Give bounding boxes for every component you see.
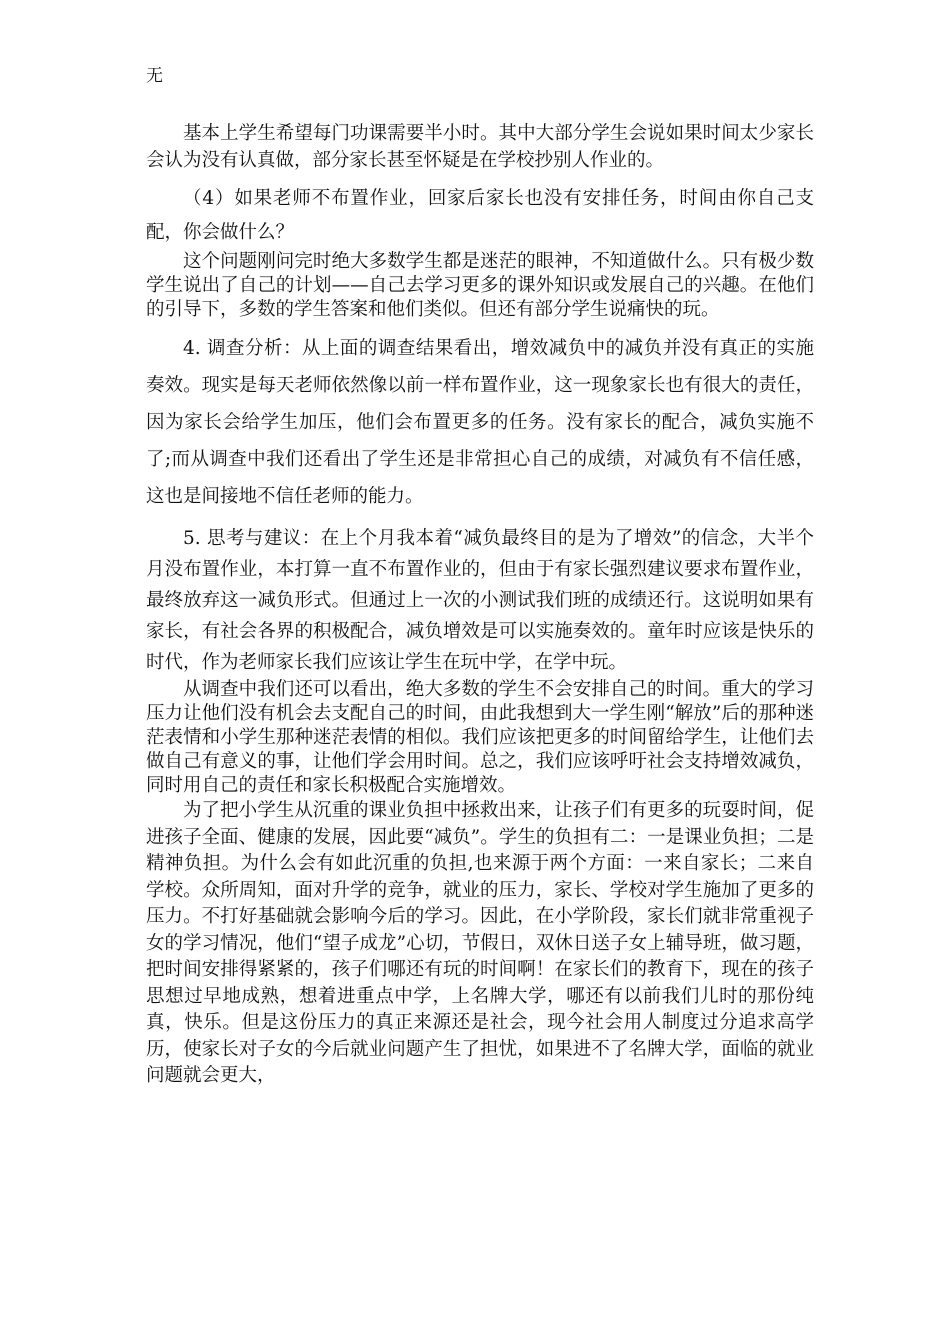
paragraph-reflection-suggestion: 5. 思考与建议：在上个月我本着“减负最终目的是为了增效”的信念，大半个月没布置作业，本打算一直不布置作业的，但由于有家长强烈建议要求布置作业，最终放弃这一减负形式。但通过上一次的小测试我们班的成绩还行。这说明如果有家长，有社会各界的积极配合，减负增效是可以实施奏效的。童年时应该是快乐的时代，作为老师家长我们应该让学生在玩中学，在学中玩。 [146,528,814,673]
paragraph-free-time-answer: 这个问题刚问完时绝大多数学生都是迷茫的眼神，不知道做什么。只有极少数学生说出了自己的计划——自己去学习更多的课外知识或发展自己的兴趣。在他们的引导下，多数的学生答案和他们类似。但还有部分学生说痛快的玩。 [146,251,814,320]
paragraph-homework-time: 基本上学生希望每门功课需要半小时。其中大部分学生会说如果时间太少家长会认为没有认真做，部分家长甚至怀疑是在学校抄别人作业的。 [146,123,814,171]
paragraph-burden-reduction: 为了把小学生从沉重的课业负担中拯救出来，让孩子们有更多的玩耍时间，促进孩子全面、健康的发展，因此要“减负”。学生的负担有二：一是课业负担；二是精神负担。为什么会有如此沉重的负担,也来源于两个方面：一来自家长；二来自学校。众所周知，面对升学的竞争，就业的压力，家长、学校对学生施加了更多的压力。不打好基础就会影响今后的学习。因此，在小学阶段，家长们就非常重视子女的学习情况，他们“望子成龙”心切，节假日，双休日送子女上辅导班，做习题，把时间安排得紧紧的，孩子们哪还有玩的时间啊！在家长们的教育下，现在的孩子思想过早地成熟，想着进重点中学，上名牌大学，哪还有以前我们儿时的那份纯真，快乐。但是这份压力的真正来源还是社会，现今社会用人制度过分追求高学历，使家长对子女的今后就业问题产生了担忧，如果进不了名牌大学，面临的就业问题就会更大， [146,800,814,1086]
paragraph-question-4: （4）如果老师不布置作业，回家后家长也没有安排任务，时间由你自己支配，你会做什么？ [146,188,814,243]
document-body [146,120,814,1090]
paragraph-survey-analysis: 4. 调查分析：从上面的调查结果看出，增效减负中的减负并没有真正的实施奏效。现实是每天老师依然像以前一样布置作业，这一现象家长也有很大的责任，因为家长会给学生加压，他们会布置更多的任务。没有家长的配合，减负实施不了;而从调查中我们还看出了学生还是非常担心自己的成绩，对减负有不信任感，这也是间接地不信任老师的能力。 [146,338,814,507]
page-header: 无 [146,66,163,86]
paragraph-time-arrangement: 从调查中我们还可以看出，绝大多数的学生不会安排自己的时间。重大的学习压力让他们没有机会去支配自己的时间，由此我想到大一学生刚“解放”后的那种迷茫表情和小学生那种迷茫表情的相似。我们应该把更多的时间留给学生，让他们去做自己有意义的事，让他们学会用时间。总之，我们应该呼吁社会支持增效减负，同时用自己的责任和家长积极配合实施增效。 [146,679,814,796]
